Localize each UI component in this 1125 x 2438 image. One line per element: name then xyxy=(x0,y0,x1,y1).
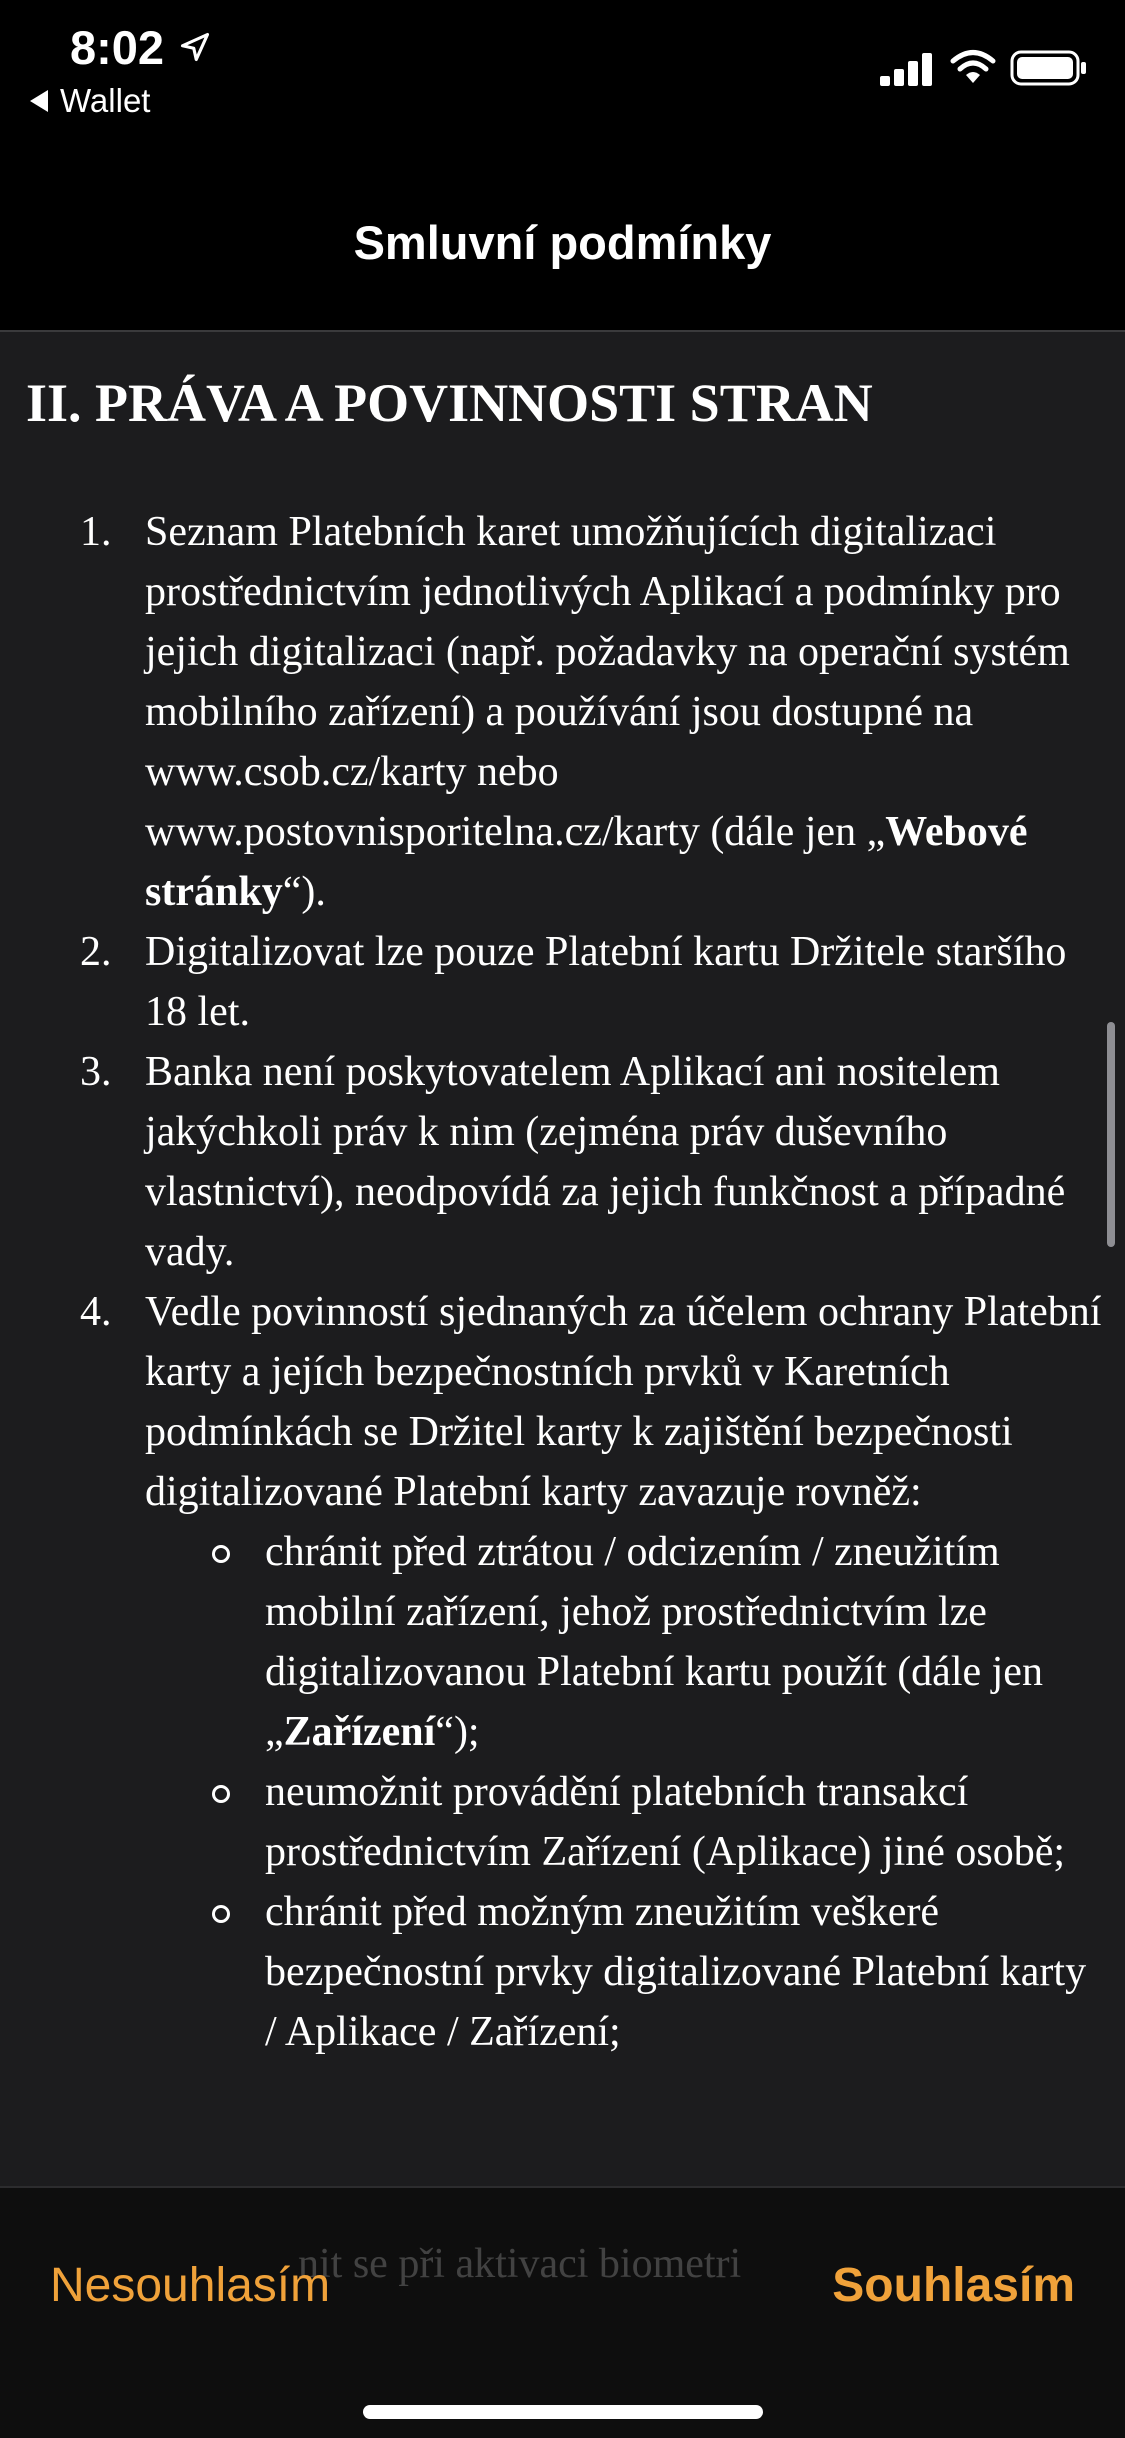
disagree-button[interactable]: Nesouhlasím xyxy=(50,2259,331,2312)
status-bar xyxy=(0,0,1125,140)
section-heading: II. PRÁVA A POVINNOSTI STRAN xyxy=(26,373,873,433)
back-triangle-icon xyxy=(30,90,48,112)
terms-document[interactable] xyxy=(0,332,1125,2182)
bottom-action-bar xyxy=(0,2186,1125,2438)
agree-button[interactable]: Souhlasím xyxy=(832,2259,1075,2312)
hollow-bullet-icon xyxy=(212,1545,230,1563)
bold-term: Zařízení xyxy=(283,1709,436,1755)
status-time: 8:02 xyxy=(70,21,165,74)
list-number: 4. xyxy=(80,1289,112,1335)
terms-list xyxy=(0,502,1125,2062)
hollow-bullet-icon xyxy=(212,1785,230,1803)
list-item xyxy=(0,1282,1125,1522)
scrollbar[interactable] xyxy=(1107,1022,1115,1247)
cellular-signal-icon xyxy=(880,52,934,86)
sub-list-item xyxy=(0,1762,1125,1882)
bold-term: Webové stránky xyxy=(145,809,1028,915)
item-text: Banka není poskytovatelem Aplikací ani nositelem jakýchkoli práv k nim (zejména práv duševního vlastnictví), neodpovídá za jejich funkčnost a případné vady. xyxy=(145,1049,1066,1275)
page-title: Smluvní podmínky xyxy=(353,216,772,269)
hollow-bullet-icon xyxy=(212,1905,230,1923)
location-arrow-icon xyxy=(180,32,210,62)
list-number: 3. xyxy=(80,1049,112,1095)
wifi-icon xyxy=(950,48,996,86)
sub-item-text: chránit před ztrátou / odcizením / zneužitím mobilní zařízení, jehož prostřednictvím lze digitalizovanou Platební kartu použít (dále jen „Zařízení“); xyxy=(265,1529,1043,1755)
sub-item-text: neumožnit provádění platebních transakcí prostřednictvím Zařízení (Aplikace) jiné osobě; xyxy=(265,1769,1066,1875)
item-text: Digitalizovat lze pouze Platební kartu Držitele staršího 18 let. xyxy=(145,929,1067,1035)
sub-list-item xyxy=(0,1522,1125,1762)
list-item xyxy=(0,1042,1125,1282)
list-item xyxy=(0,922,1125,1042)
sub-item-text: chránit před možným zneužitím veškeré bezpečnostní prvky digitalizované Platební karty / Aplikace / Zařízení; xyxy=(265,1889,1087,2055)
list-number: 1. xyxy=(80,509,112,555)
item-text: Vedle povinností sjednaných za účelem ochrany Platební karty a jejích bezpečnostních prvků v Karetních podmínkách se Držitel karty k zajištění bezpečnosti digitalizované Platební karty zavazuje rovněž: xyxy=(145,1289,1102,1515)
list-item xyxy=(0,502,1125,922)
back-to-wallet-link[interactable] xyxy=(30,82,150,120)
obscured-text-behind-bar: nit se při aktivaci biometri xyxy=(298,2241,742,2287)
list-number: 2. xyxy=(80,929,112,975)
sub-list-item xyxy=(0,1882,1125,2062)
home-indicator[interactable] xyxy=(363,2405,763,2419)
navigation-bar xyxy=(0,140,1125,332)
item-text: Seznam Platebních karet umožňujících digitalizaci prostřednictvím jednotlivých Aplikací a podmínky pro jejich digitalizaci (např. požadavky na operační systém mobilního zařízení) a používání jsou dostupné na www.csob.cz/karty nebo www.postovnisporitelna.cz/karty (dále jen „Webové stránky“). xyxy=(145,509,1070,915)
battery-icon xyxy=(1010,50,1088,86)
back-app-label: Wallet xyxy=(60,82,151,119)
